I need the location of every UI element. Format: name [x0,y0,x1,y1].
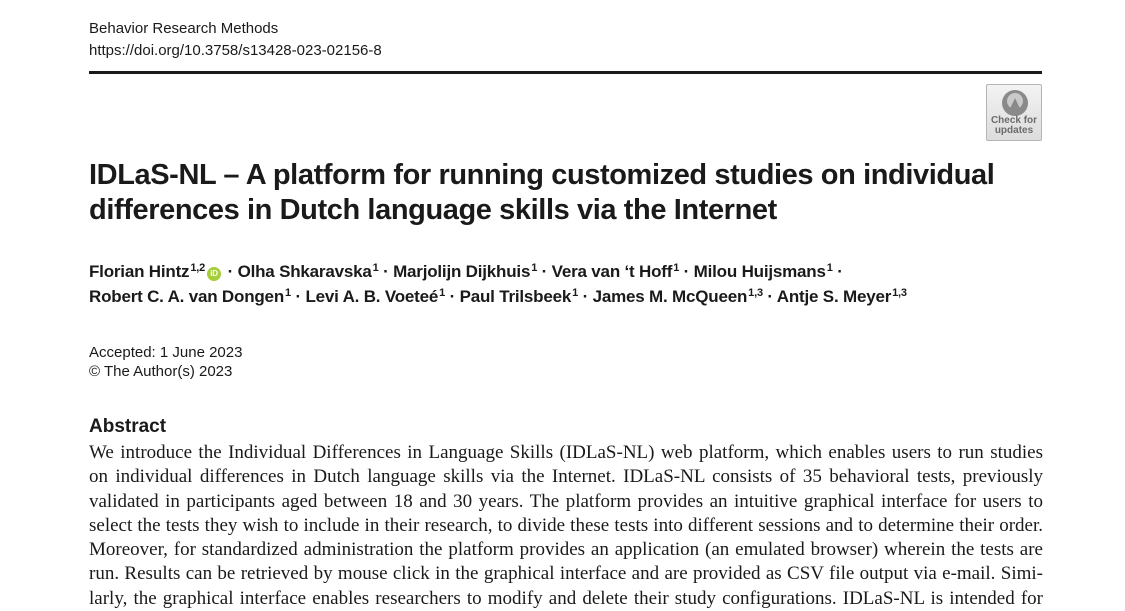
check-for-updates-button[interactable] [986,84,1042,141]
affiliation-marker: 1 [531,262,538,274]
author-name[interactable]: Milou Huijsmans [693,262,826,281]
abstract-line: larly, the graphical interface enables researchers to modify and delete their study configurations. IDLaS-NL is intended for [89,587,1043,609]
affiliation-marker: 1 [285,287,291,299]
author-separator: · [383,262,389,281]
author-name[interactable]: Levi A. B. Voeteé [305,287,439,306]
affiliation-marker: 1 [372,262,379,274]
author-line [89,259,1049,284]
author-name[interactable]: James M. McQueen [592,287,748,306]
author-name[interactable]: Olha Shkaravska [237,262,372,281]
author-name[interactable]: Antje S. Meyer [776,287,892,306]
author-separator: · [227,262,234,281]
affiliation-marker: 1,3 [892,287,907,299]
affiliation-marker: 1 [439,287,446,299]
check-for-updates-icon [1000,88,1030,118]
header-rule [89,71,1042,74]
author-line [89,284,1049,309]
author-name[interactable]: Robert C. A. van Dongen [89,287,285,306]
author-separator: · [837,262,843,281]
abstract-line: validated in participants aged between 18 and 30 years. The platform provides an intuitive graphical interface for users to [89,490,1043,512]
abstract-line: We introduce the Individual Differences in Language Skills (IDLaS-NL) web platform, which enables users to run studies [89,442,1043,463]
affiliation-marker: 1,2 [190,262,206,274]
author-name[interactable]: Marjolijn Dijkhuis [393,262,531,281]
title-line: differences in Dutch language skills via the Internet [89,194,777,226]
author-separator: · [767,287,773,306]
affiliation-marker: 1 [826,262,833,274]
doi-link[interactable]: https://doi.org/10.3758/s13428-023-02156-8 [89,42,382,59]
author-name[interactable]: Paul Trilsbeek [459,287,572,306]
abstract-heading: Abstract [89,416,167,437]
copyright-notice: © The Author(s) 2023 [89,363,233,380]
author-list [89,259,1049,309]
orcid-icon[interactable]: iD [207,267,221,281]
affiliation-marker: 1 [673,262,680,274]
affiliation-marker: 1,3 [748,287,763,299]
author-name[interactable]: Vera van ‘t Hoff [551,262,673,281]
author-separator: · [683,262,690,281]
author-separator: · [295,287,301,306]
journal-name: Behavior Research Methods [89,20,279,37]
author-separator: · [449,287,456,306]
check-for-updates-label: Check for updates [990,115,1038,136]
abstract-line: Moreover, for standardized administration the platform provides an application (an emulated browser) wherein the tests are [89,539,1043,561]
title-line: IDLaS-NL – A platform for running customized studies on individual [89,159,995,191]
author-name[interactable]: Florian Hintz [89,262,190,281]
affiliation-marker: 1 [572,287,579,299]
author-separator: · [541,262,548,281]
paper-title [89,158,995,228]
abstract-line: select the tests they wish to include in their research, to divide these tests into different sessions and to determine their order. [89,514,1043,536]
abstract-line: run. Results can be retrieved by mouse click in the graphical interface and are provided as CSV file output via e-mail. Simi- [89,563,1043,585]
accepted-date: Accepted: 1 June 2023 [89,344,243,361]
author-separator: · [582,287,589,306]
abstract-line: on individual differences in Dutch language skills via the Internet. IDLaS-NL consists of 35 behavioral tests, previously [89,466,1043,488]
abstract-body [89,441,1043,611]
